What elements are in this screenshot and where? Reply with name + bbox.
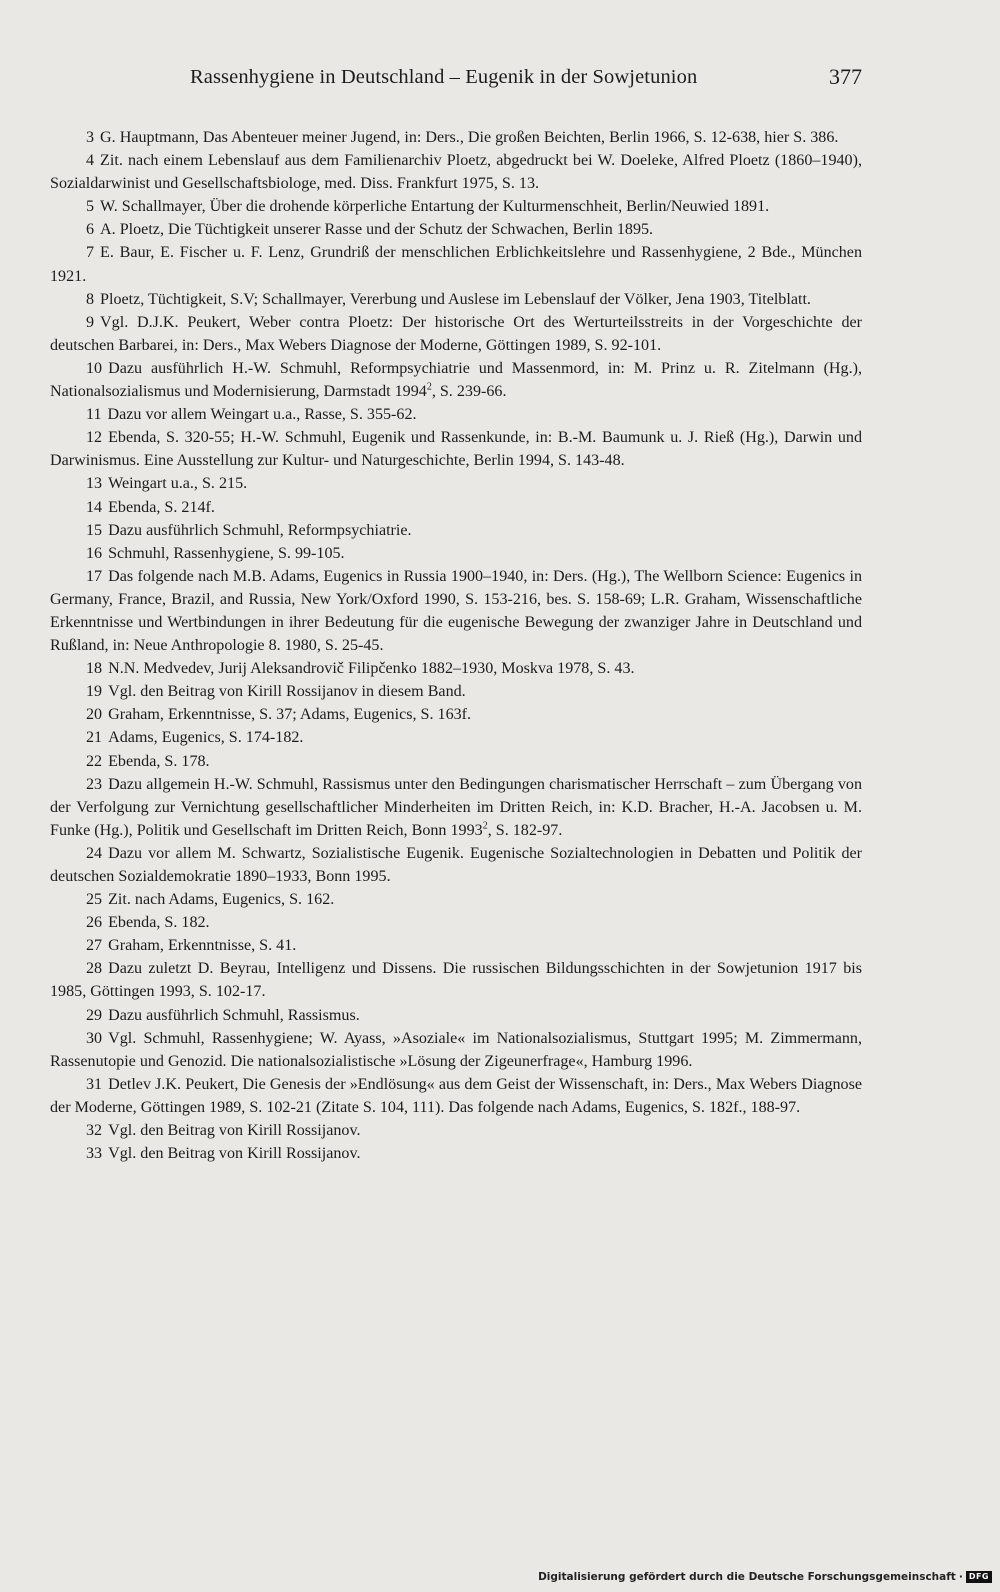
footnote-text	[100, 221, 653, 238]
footnote-text-main: E. Baur, E. Fischer u. F. Lenz, Grundriß der menschlichen Erblichkeitslehre und Rassenhygiene, 2 Bde., München 1921.	[50, 244, 862, 285]
footnote-text-main: Vgl. Schmuhl, Rassenhygiene; W. Ayass, »Asoziale« im Nationalsozialismus, Stuttgart 1995; M. Zimmermann, Rassenutopie und Genozid. Die nationalsozialistische »Lösung der Zigeunerfrage«, Hamburg 1996.	[50, 1029, 862, 1070]
footnote-18	[50, 657, 862, 680]
footnote-19	[50, 680, 862, 703]
footnote-number: 6	[86, 221, 95, 239]
footnote-text	[50, 1030, 862, 1070]
footnote-25	[50, 888, 862, 911]
footnote-number: 5	[86, 198, 95, 216]
footnote-number: 29	[86, 1006, 103, 1024]
footnote-24	[50, 842, 862, 888]
footnote-text	[100, 198, 769, 215]
footnote-number: 17	[86, 567, 103, 585]
footnote-text	[108, 914, 209, 931]
footnote-14	[50, 496, 862, 519]
footnote-text	[50, 1076, 862, 1116]
footnote-number: 22	[86, 752, 103, 770]
footnote-11	[50, 403, 862, 426]
running-title: Rassenhygiene in Deutschland – Eugenik in der Sowjetunion	[190, 66, 698, 88]
footnote-text	[50, 845, 862, 885]
footnote-text	[50, 152, 862, 192]
footnote-text-main: Dazu zuletzt D. Beyrau, Intelligenz und Dissens. Die russischen Bildungsschichten in der Sowjetunion 1917 bis 1985, Göttingen 1993, S. 102-17.	[50, 960, 862, 1001]
digitization-credit	[538, 1570, 992, 1584]
footnote-12	[50, 426, 862, 472]
footnote-text-main: N.N. Medvedev, Jurij Aleksandrovič Filipčenko 1882–1930, Moskva 1978, S. 43.	[108, 660, 635, 678]
footnote-text	[108, 475, 247, 492]
footnote-text	[108, 1122, 360, 1139]
footnote-26	[50, 911, 862, 934]
footnote-number: 21	[86, 729, 103, 747]
footnote-text-main: Weingart u.a., S. 215.	[108, 475, 248, 493]
footnote-17	[50, 565, 862, 657]
footnote-text	[108, 545, 344, 562]
footnote-number: 31	[86, 1075, 103, 1093]
footnote-text-main: Ebenda, S. 182.	[108, 914, 210, 932]
footnote-text	[50, 314, 862, 354]
footnote-text-main: Ebenda, S. 214f.	[108, 498, 215, 516]
footnote-text-main: Zit. nach Adams, Eugenics, S. 162.	[108, 891, 335, 909]
footnote-text	[108, 729, 303, 746]
footnote-text	[100, 291, 811, 308]
footnote-31	[50, 1073, 862, 1119]
footnote-21	[50, 726, 862, 749]
edition-superscript: 2	[482, 820, 488, 832]
footnote-text-main: Dazu vor allem Weingart u.a., Rasse, S. 355-62.	[107, 406, 417, 424]
footnote-13	[50, 472, 862, 495]
footnote-text-main: Schmuhl, Rassenhygiene, S. 99-105.	[108, 544, 345, 562]
footnote-text	[108, 706, 471, 723]
footnote-number: 9	[86, 313, 95, 331]
footnote-text	[108, 1007, 360, 1024]
footnote-8	[50, 288, 862, 311]
footnote-text	[108, 753, 209, 770]
footnote-number: 12	[86, 429, 103, 447]
footnote-30	[50, 1027, 862, 1073]
footnote-number: 23	[86, 775, 103, 793]
footnote-29	[50, 1004, 862, 1027]
footnote-33	[50, 1142, 862, 1165]
footnote-text	[108, 683, 466, 700]
footnote-text-main: Adams, Eugenics, S. 174-182.	[108, 729, 304, 747]
footnote-text	[108, 660, 634, 677]
footnote-number: 4	[86, 152, 95, 170]
page-number: 377	[829, 64, 862, 89]
footnote-text	[100, 129, 838, 146]
footnote-number: 13	[86, 475, 103, 493]
footnote-number: 8	[86, 290, 95, 308]
footnote-32	[50, 1119, 862, 1142]
footnote-text-tail: , S. 182-97.	[487, 821, 563, 839]
footnote-number: 18	[86, 660, 103, 678]
footnote-15	[50, 519, 862, 542]
credit-text: Digitalisierung gefördert durch die Deutsche Forschungsgemeinschaft	[538, 1571, 956, 1583]
footnote-23	[50, 773, 862, 842]
footnote-text-main: Ebenda, S. 320-55; H.-W. Schmuhl, Eugenik und Rassenkunde, in: B.-M. Baumunk u. J. Rieß (Hg.), Darwin und Darwinismus. Eine Ausstellung zur Kultur- und Naturgeschichte, Berlin 1994, S. 143-48.	[50, 429, 862, 470]
edition-superscript: 2	[426, 381, 432, 393]
footnote-number: 33	[86, 1145, 103, 1163]
footnotes-list	[50, 126, 862, 1165]
footnote-text	[108, 522, 411, 539]
footnote-27	[50, 934, 862, 957]
footnote-text	[108, 937, 296, 954]
dfg-logo: DFG	[966, 1571, 992, 1583]
footnote-number: 28	[86, 960, 103, 978]
footnote-text	[50, 776, 862, 839]
footnote-22	[50, 750, 862, 773]
footnote-text-main: Graham, Erkenntnisse, S. 41.	[108, 937, 297, 955]
footnote-text-main: Das folgende nach M.B. Adams, Eugenics in Russia 1900–1940, in: Ders. (Hg.), The Wellborn Science: Eugenics in Germany, France, Brazil, and Russia, New York/Oxford 1990, S. 153-216, bes. S. 158-69; L.R. Graham, Wissenschaftliche Erkenntnisse und Wertbindungen in ihrer Bedeutung für die eugenische Bewegung der zwanziger Jahre in Deutschland und Rußland, in: Neue Anthropologie 8. 1980, S. 25-45.	[50, 567, 862, 655]
footnote-text	[50, 360, 862, 400]
footnote-number: 24	[86, 844, 103, 862]
credit-separator: ·	[958, 1571, 963, 1583]
footnote-text-main: Vgl. den Beitrag von Kirill Rossijanov in diesem Band.	[108, 683, 466, 701]
footnote-text-main: Dazu ausführlich H.-W. Schmuhl, Reformpsychiatrie und Massenmord, in: M. Prinz u. R. Zitelmann (Hg.), Nationalsozialismus und Modernisierung, Darmstadt 1994	[50, 359, 862, 401]
footnote-text	[50, 429, 862, 469]
footnote-number: 14	[86, 498, 103, 516]
page-header	[190, 66, 862, 100]
footnote-number: 32	[86, 1122, 103, 1140]
footnote-text-main: Dazu ausführlich Schmuhl, Rassismus.	[108, 1006, 360, 1024]
footnote-number: 20	[86, 706, 103, 724]
footnote-6	[50, 218, 862, 241]
footnote-text-main: W. Schallmayer, Über die drohende körperliche Entartung der Kulturmenschheit, Berlin/Neuwied 1891.	[100, 198, 770, 216]
footnote-text	[108, 1145, 360, 1162]
footnote-number: 11	[86, 406, 102, 424]
footnote-text-main: Vgl. den Beitrag von Kirill Rossijanov.	[108, 1145, 361, 1163]
footnote-number: 10	[86, 359, 103, 377]
footnote-20	[50, 703, 862, 726]
footnote-4	[50, 149, 862, 195]
footnote-number: 3	[86, 129, 95, 146]
footnote-number: 16	[86, 544, 103, 562]
footnote-text	[50, 244, 862, 284]
footnote-text-main: Zit. nach einem Lebenslauf aus dem Familienarchiv Ploetz, abgedruckt bei W. Doeleke, Alfred Ploetz (1860–1940), Sozialdarwinist und Gesellschaftsbiologe, med. Diss. Frankfurt 1975, S. 13.	[50, 152, 862, 193]
footnote-number: 15	[86, 521, 103, 539]
footnote-text-main: Ebenda, S. 178.	[108, 752, 210, 770]
footnote-number: 26	[86, 914, 103, 932]
footnote-text-main: Vgl. D.J.K. Peukert, Weber contra Ploetz: Der historische Ort des Werturteilsstreits in der Vorgeschichte der deutschen Barbarei, in: Ders., Max Webers Diagnose der Moderne, Göttingen 1989, S. 92-101.	[50, 313, 862, 354]
footnote-number: 25	[86, 891, 103, 909]
footnote-28	[50, 957, 862, 1003]
footnote-text	[108, 499, 215, 516]
footnote-number: 7	[86, 244, 95, 262]
footnote-text-main: Vgl. den Beitrag von Kirill Rossijanov.	[108, 1122, 361, 1140]
footnote-text-tail: , S. 239-66.	[431, 383, 507, 401]
footnote-text	[108, 891, 334, 908]
footnote-text-main: Dazu vor allem M. Schwartz, Sozialistische Eugenik. Eugenische Sozialtechnologien in Debatten und Politik der deutschen Sozialdemokratie 1890–1933, Bonn 1995.	[50, 844, 862, 885]
footnote-text	[50, 568, 862, 654]
footnote-number: 19	[86, 683, 103, 701]
footnote-text-main: Graham, Erkenntnisse, S. 37; Adams, Eugenics, S. 163f.	[108, 706, 472, 724]
footnote-text-main: G. Hauptmann, Das Abenteuer meiner Jugend, in: Ders., Die großen Beichten, Berlin 1966, S. 12-638, hier S. 386.	[100, 129, 839, 146]
footnote-16	[50, 542, 862, 565]
footnote-number: 27	[86, 937, 103, 955]
footnote-text-main: Dazu ausführlich Schmuhl, Reformpsychiatrie.	[108, 521, 412, 539]
footnote-10	[50, 357, 862, 403]
footnote-text-main: A. Ploetz, Die Tüchtigkeit unserer Rasse und der Schutz der Schwachen, Berlin 1895.	[100, 221, 654, 239]
footnote-text	[50, 960, 862, 1000]
footnote-text-main: Ploetz, Tüchtigkeit, S.V; Schallmayer, Vererbung und Auslese im Lebenslauf der Völker, Jena 1903, Titelblatt.	[100, 290, 811, 308]
footnote-9	[50, 311, 862, 357]
footnote-number: 30	[86, 1029, 103, 1047]
footnote-text-main: Detlev J.K. Peukert, Die Genesis der »Endlösung« aus dem Geist der Wissenschaft, in: Ders., Max Webers Diagnose der Moderne, Göttingen 1989, S. 102-21 (Zitate S. 104, 111). Das folgende nach Adams, Eugenics, S. 182f., 188-97.	[50, 1075, 862, 1116]
footnote-3	[50, 126, 862, 149]
footnote-7	[50, 241, 862, 287]
footnote-5	[50, 195, 862, 218]
footnote-text	[108, 406, 417, 423]
footnote-text-main: Dazu allgemein H.-W. Schmuhl, Rassismus unter den Bedingungen charismatischer Herrschaft – zum Übergang von der Verfolgung zur Vernichtung gesellschaftlicher Minderheiten im Dritten Reich, in: K.D. Bracher, H.-A. Jacobsen u. M. Funke (Hg.), Politik und Gesellschaft im Dritten Reich, Bonn 1993	[50, 775, 862, 839]
